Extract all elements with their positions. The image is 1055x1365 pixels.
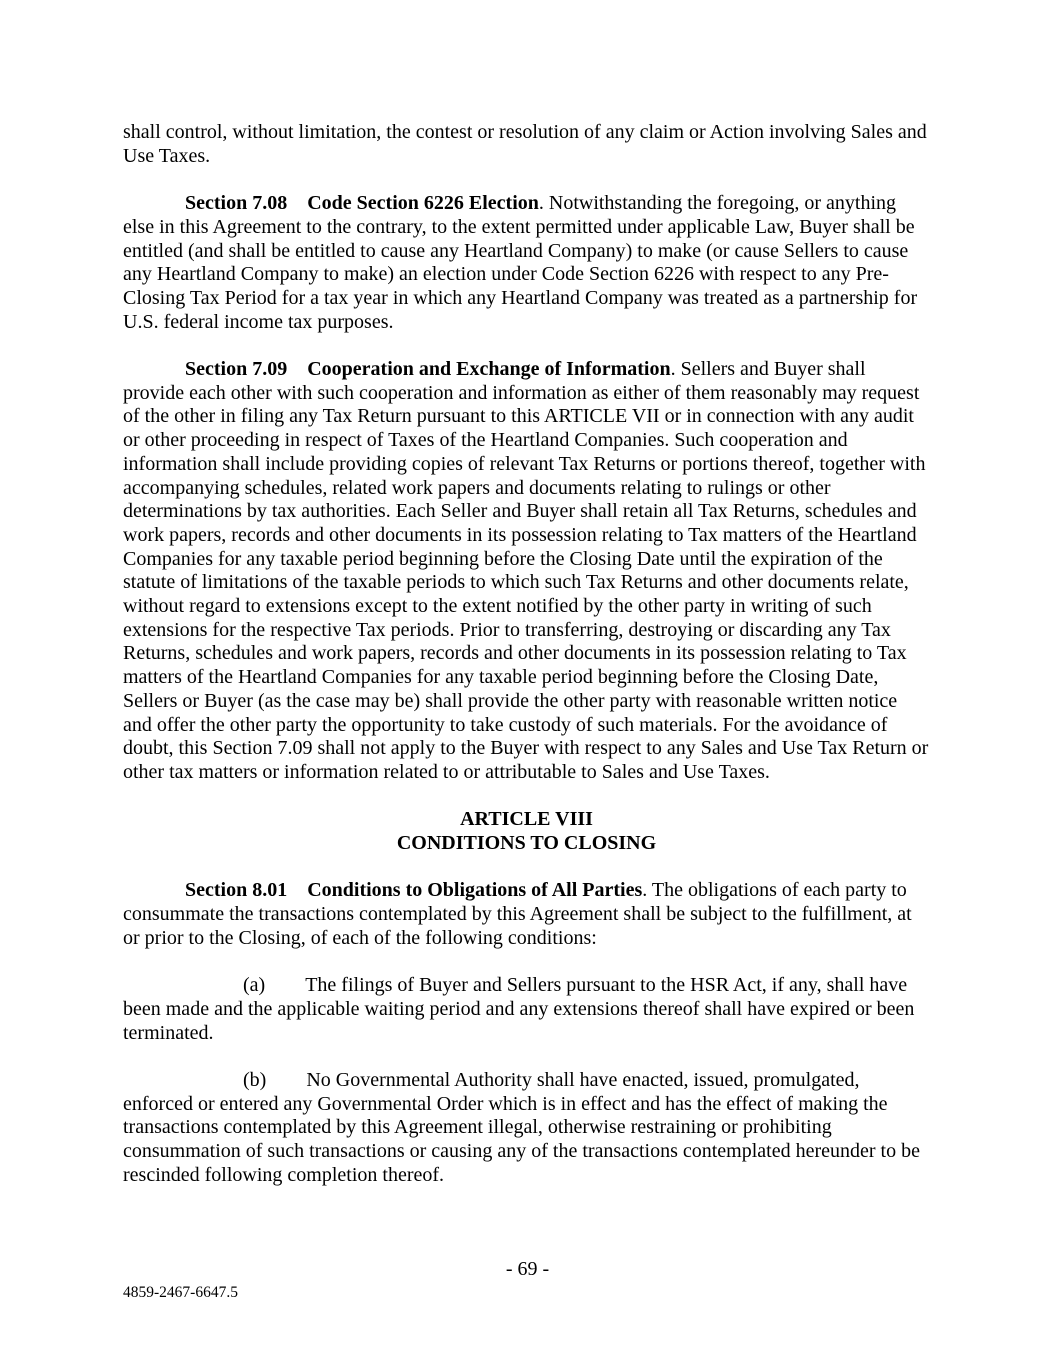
- paragraph-text: shall control, without limitation, the contest or resolution of any claim or Action involving Sales and Use Taxes.: [123, 121, 927, 167]
- section-7-09-paragraph: [123, 358, 930, 785]
- clause-label: (b): [243, 1069, 267, 1092]
- section-8-01-paragraph: [123, 879, 930, 950]
- body-text: [123, 121, 930, 1188]
- clause-text: No Governmental Authority shall have enacted, issued, promulgated, enforced or entered any Governmental Order which is in effect and has the effect of making the transactions contemplated by this Agreement illegal, otherwise restraining or prohibiting consummation of such transactions or causing any of the transactions contemplated hereunder to be rescinded following completion thereof.: [123, 1069, 920, 1186]
- article-viii-heading: [123, 808, 930, 855]
- document-id-footer: 4859-2467-6647.5: [123, 1284, 238, 1301]
- section-title: Conditions to Obligations of All Parties: [307, 879, 643, 902]
- section-title: Cooperation and Exchange of Information: [307, 358, 671, 380]
- section-title: Code Section 6226 Election: [307, 192, 539, 215]
- section-body: . Sellers and Buyer shall provide each other with such cooperation and information as either of them reasonably may request of the other in filing any Tax Return pursuant to this ARTICLE VII or in connection with any audit or other proceeding in respect of Taxes of the Heartland Companies. Such cooperation and information shall include providing copies of relevant Tax Returns or portions thereof, together with accompanying schedules, related work papers and documents relating to rulings or other determinations by tax authorities. Each Seller and Buyer shall retain all Tax Returns, schedules and work papers, records and other documents in its possession relating to Tax matters of the Heartland Companies for any taxable period beginning before the Closing Date until the expiration of the statute of limitations of the taxable periods to which such Tax Returns and other documents relate, without regard to extensions except to the extent notified by the other party in writing of such extensions for the respective Tax periods. Prior to transferring, destroying or discarding any Tax Returns, schedules and work papers, records and other documents in its possession relating to Tax matters of the Heartland Companies for any taxable period beginning before the Closing Date, Sellers or Buyer (as the case may be) shall provide the other party with reasonable written notice and offer the other party the opportunity to take custody of such materials. For the avoidance of doubt, this Section 7.09 shall not apply to the Buyer with respect to any Sales and Use Tax Return or other tax matters or information related to or attributable to Sales and Use Taxes.: [123, 358, 929, 783]
- clause-text: The filings of Buyer and Sellers pursuant to the HSR Act, if any, shall have been made and the applicable waiting period and any extensions thereof shall have expired or been terminated.: [123, 974, 915, 1044]
- section-number: Section 7.08: [185, 192, 288, 215]
- clause-label: (a): [243, 974, 266, 997]
- section-body: . Notwithstanding the foregoing, or anything else in this Agreement to the contrary, to the extent permitted under applicable Law, Buyer shall be entitled (and shall be entitled to cause any Heartland Company) to make (or cause Sellers to cause any Heartland Company to make) an election under Code Section 6226 with respect to any Pre-Closing Tax Period for a tax year in which any Heartland Company was treated as a partnership for U.S. federal income tax purposes.: [123, 192, 918, 333]
- section-body: . The obligations of each party to consummate the transactions contemplated by this Agreement shall be subject to the fulfillment, at or prior to the Closing, of each of the following conditions:: [123, 879, 912, 949]
- article-number: ARTICLE VIII: [460, 808, 593, 831]
- paragraph-continuation: [123, 121, 930, 168]
- section-7-08-paragraph: [123, 192, 930, 334]
- clause-a-paragraph: [123, 974, 930, 1045]
- section-number: Section 7.09: [185, 358, 288, 380]
- clause-b-paragraph: [123, 1069, 930, 1188]
- article-title: CONDITIONS TO CLOSING: [396, 832, 657, 855]
- page-number: - 69 -: [505, 1258, 550, 1280]
- section-number: Section 8.01: [185, 879, 288, 902]
